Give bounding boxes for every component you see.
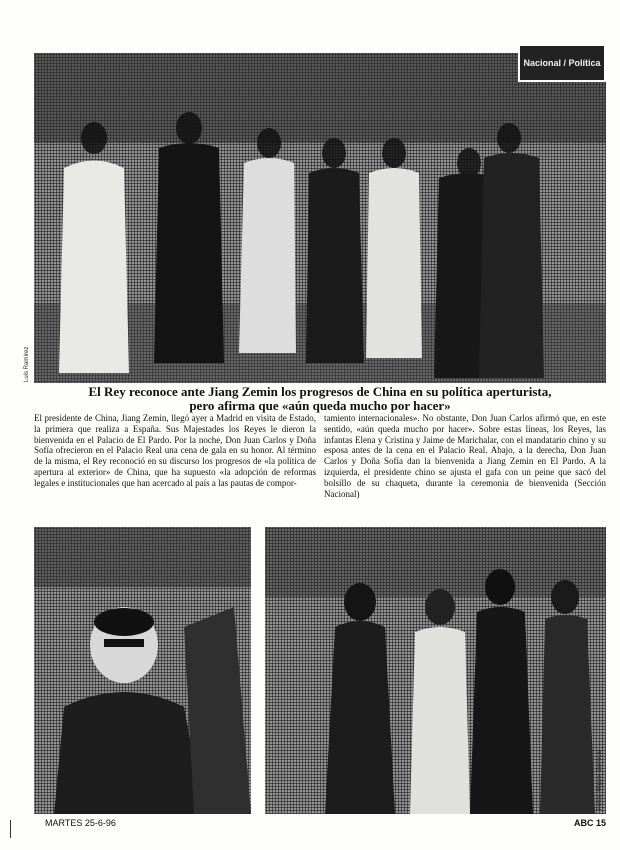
bottom-left-photo [34,527,251,814]
headline-line-1: El Rey reconoce ante Jiang Zemin los progresos de China en su política aperturista, [88,384,552,399]
bottom-right-photo [265,527,606,814]
footer-page-number: ABC 15 [573,818,606,828]
main-photo [34,53,606,383]
photo-credit-bottom: Fotos: Miguel Berrocal [597,749,603,810]
page-edge-mark [10,820,11,838]
article-column-2: tamiento internacionales». No obstante, Don Juan Carlos afirmó que, en este sentido, «aún queda mucho por hacer». Sobre estas líneas, los Reyes, las infantas Elena y Cristina y Jaime de Marichalar, con el mandatario chino y su esposa antes de la cena en el Palacio Real. Abajo, a la derecha, Don Juan Carlos y Doña Sofía dan la bienvenida a Jiang Zemin en El Pardo. A la izquierda, el presidente chino se ajusta el gafa con un peine que sacó del bolsillo de su chaqueta, durante la ceremonia de bienvenida (Sección Nacional) [324,413,606,499]
article-column-1: El presidente de China, Jiang Zemin, llegó ayer a Madrid en visita de Estado, la primera que realiza a España. Sus Majestades los Reyes le dieron la bienvenida en el Palacio de El Pardo. Por la noche, Don Juan Carlos y Doña Sofía ofrecieron en el Palacio Real una cena de gala en su honor. Al término de la misma, el Rey reconoció en su discurso los progresos de «la política de apertura al exterior» de China, que ha supuesto «la adopción de reformas legales e institucionales que han acercado al país a las pautas de compor- [34,413,316,488]
section-badge: Nacional / Política [518,44,606,82]
photo-credit-main: Luis Ramírez [24,346,30,382]
article-headline [34,385,606,413]
article-body [34,413,606,499]
headline-line-2: pero afirma que «aún queda mucho por hacer» [189,398,451,413]
page-footer [45,818,606,828]
footer-date: MARTES 25-6-96 [45,818,116,828]
